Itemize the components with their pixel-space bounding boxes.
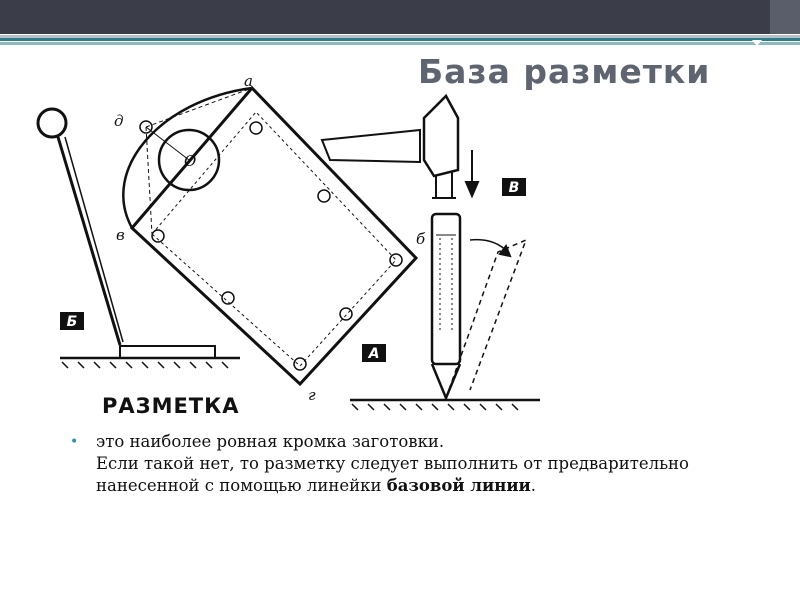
scriber-ring [38,109,66,137]
marking-contour [152,112,396,366]
definition-line2: Если такой нет, то разметку следует выполнить от предварительно нанесенной с помощью линейки [96,454,689,495]
definition-line1: это наиболее ровная кромка заготовки. [96,432,445,451]
figure-caption: РАЗМЕТКА [102,394,240,418]
tag-v: В [508,180,520,196]
point-v-label: в [116,226,125,244]
bullet-icon: • [70,434,79,450]
definition-end: . [530,476,537,495]
definition-paragraph [96,431,740,497]
point-a-label: а [244,72,253,90]
slide-title: База разметки [418,52,711,91]
point-d-label: д [114,112,124,130]
definition-text [70,431,740,497]
tag-a: А [368,346,380,362]
tilted-punch-outline [446,240,526,398]
base-line-term: базовой линии [386,476,531,495]
point-g-label: г [308,386,316,404]
hammer-handle [322,130,420,162]
hammer-head [424,96,458,176]
center-label: О [184,152,197,170]
center-punch [432,214,460,364]
tag-b-left: Б [66,314,78,330]
workpiece-edge [120,346,215,358]
punch-marks [140,121,402,370]
point-b-label: б [416,230,426,248]
